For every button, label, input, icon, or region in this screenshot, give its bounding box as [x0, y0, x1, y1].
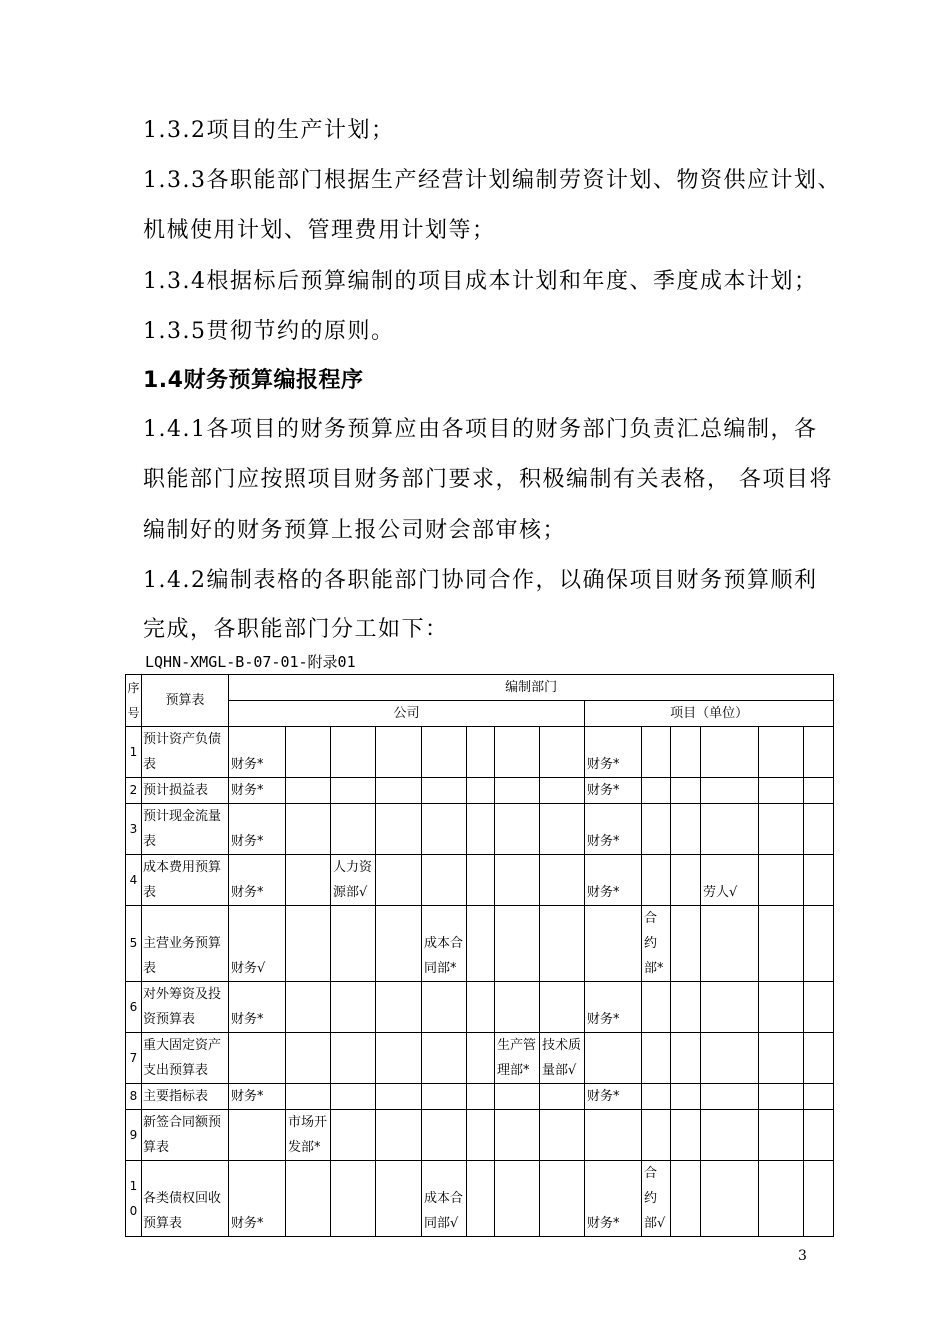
dept-cell: 成本合同部*	[422, 906, 467, 982]
header-project: 项目（单位）	[585, 701, 834, 727]
dept-cell	[376, 1084, 422, 1110]
row-budget-name: 成本费用预算表	[142, 855, 229, 906]
dept-cell	[467, 1084, 495, 1110]
paragraph-1-4-1-line3: 编制好的财务预算上报公司财会部审核；	[143, 518, 567, 543]
dept-cell	[671, 778, 701, 804]
dept-cell	[376, 1161, 422, 1237]
dept-cell	[286, 1084, 331, 1110]
table-row	[126, 906, 834, 982]
dept-cell	[804, 727, 834, 778]
dept-cell	[759, 855, 804, 906]
dept-cell: 财务*	[585, 1161, 642, 1237]
table-row	[126, 1084, 834, 1110]
dept-cell	[286, 804, 331, 855]
dept-cell	[804, 804, 834, 855]
dept-cell	[286, 778, 331, 804]
dept-cell	[376, 855, 422, 906]
dept-cell: 财务*	[585, 727, 642, 778]
table-row	[126, 1033, 834, 1084]
row-seq: 7	[126, 1033, 142, 1084]
dept-cell: 财务*	[585, 778, 642, 804]
dept-cell	[642, 982, 671, 1033]
dept-cell	[286, 855, 331, 906]
paragraph-1-4-1-line1: 1.4.1各项目的财务预算应由各项目的财务部门负责汇总编制，各	[143, 417, 818, 442]
dept-cell: 劳人√	[701, 855, 759, 906]
dept-cell	[804, 1110, 834, 1161]
dept-cell	[495, 906, 540, 982]
dept-cell	[804, 982, 834, 1033]
dept-cell	[422, 1084, 467, 1110]
dept-cell	[422, 982, 467, 1033]
dept-cell	[495, 804, 540, 855]
dept-cell	[671, 1033, 701, 1084]
dept-cell: 人力资源部√	[331, 855, 376, 906]
paragraph-1-4-2-line2: 完成，各职能部门分工如下：	[143, 617, 449, 642]
page-number: 3	[798, 1248, 807, 1264]
dept-cell	[422, 1033, 467, 1084]
dept-cell: 技术质量部√	[540, 1033, 585, 1084]
dept-cell	[467, 778, 495, 804]
dept-cell	[642, 778, 671, 804]
table-row	[126, 804, 834, 855]
dept-cell	[701, 1161, 759, 1237]
dept-cell	[585, 1033, 642, 1084]
dept-cell: 财务*	[585, 982, 642, 1033]
row-seq: 5	[126, 906, 142, 982]
dept-cell	[540, 1161, 585, 1237]
dept-cell	[495, 778, 540, 804]
dept-cell	[495, 1084, 540, 1110]
dept-cell	[701, 804, 759, 855]
dept-cell	[467, 804, 495, 855]
section-heading-1-4: 1.4财务预算编报程序	[143, 368, 364, 393]
dept-cell	[804, 1084, 834, 1110]
dept-cell	[642, 1110, 671, 1161]
row-budget-name: 对外筹资及投资预算表	[142, 982, 229, 1033]
dept-cell	[495, 1161, 540, 1237]
dept-cell	[422, 778, 467, 804]
dept-cell	[376, 906, 422, 982]
dept-cell	[540, 778, 585, 804]
dept-cell: 合约部*	[642, 906, 671, 982]
dept-cell	[286, 1033, 331, 1084]
dept-cell	[331, 727, 376, 778]
paragraph-1-3-3-line2: 机械使用计划、管理费用计划等；	[143, 218, 496, 243]
table-row	[126, 727, 834, 778]
header-dept: 编制部门	[229, 675, 834, 701]
paragraph-1-3-3-line1: 1.3.3各职能部门根据生产经营计划编制劳资计划、物资供应计划、	[143, 168, 841, 193]
dept-cell	[671, 855, 701, 906]
dept-cell	[759, 982, 804, 1033]
dept-cell	[585, 906, 642, 982]
dept-cell	[467, 982, 495, 1033]
dept-cell	[671, 982, 701, 1033]
dept-cell	[701, 727, 759, 778]
row-budget-name: 预计现金流量表	[142, 804, 229, 855]
dept-cell	[759, 1110, 804, 1161]
dept-cell	[804, 1033, 834, 1084]
dept-cell	[759, 906, 804, 982]
row-budget-name: 各类债权回收预算表	[142, 1161, 229, 1237]
dept-cell	[376, 1033, 422, 1084]
table-row	[126, 855, 834, 906]
table-row	[126, 1110, 834, 1161]
dept-cell: 财务√	[229, 906, 286, 982]
dept-cell	[422, 1110, 467, 1161]
dept-cell: 合约部√	[642, 1161, 671, 1237]
row-seq: 10	[126, 1161, 142, 1237]
dept-cell	[642, 855, 671, 906]
paragraph-1-3-2: 1.3.2项目的生产计划；	[143, 118, 395, 143]
dept-cell	[467, 855, 495, 906]
row-budget-name: 新签合同额预算表	[142, 1110, 229, 1161]
dept-cell: 财务*	[585, 855, 642, 906]
dept-cell	[331, 906, 376, 982]
dept-cell	[467, 1161, 495, 1237]
dept-cell	[422, 727, 467, 778]
dept-cell	[495, 727, 540, 778]
row-seq: 9	[126, 1110, 142, 1161]
dept-cell	[286, 982, 331, 1033]
row-budget-name: 预计资产负债表	[142, 727, 229, 778]
dept-cell	[642, 1084, 671, 1110]
row-seq: 4	[126, 855, 142, 906]
dept-cell	[701, 1110, 759, 1161]
dept-cell	[671, 804, 701, 855]
dept-cell	[671, 727, 701, 778]
dept-cell: 财务*	[229, 1161, 286, 1237]
dept-cell	[286, 906, 331, 982]
dept-cell	[331, 804, 376, 855]
dept-cell	[495, 982, 540, 1033]
dept-cell	[671, 1161, 701, 1237]
dept-cell: 财务*	[229, 1084, 286, 1110]
table-code: LQHN-XMGL-B-07-01-附录01	[145, 653, 356, 671]
dept-cell	[804, 1161, 834, 1237]
dept-cell	[585, 1110, 642, 1161]
dept-cell	[229, 1110, 286, 1161]
dept-cell	[701, 906, 759, 982]
row-budget-name: 重大固定资产支出预算表	[142, 1033, 229, 1084]
dept-cell	[540, 1084, 585, 1110]
dept-cell	[495, 1110, 540, 1161]
dept-cell	[331, 1110, 376, 1161]
dept-cell	[759, 778, 804, 804]
dept-cell	[331, 778, 376, 804]
dept-cell: 财务*	[229, 855, 286, 906]
row-budget-name: 主营业务预算表	[142, 906, 229, 982]
dept-cell	[467, 727, 495, 778]
dept-cell	[540, 727, 585, 778]
dept-cell: 财务*	[229, 982, 286, 1033]
row-seq: 3	[126, 804, 142, 855]
dept-cell: 成本合同部√	[422, 1161, 467, 1237]
dept-cell	[467, 1033, 495, 1084]
row-seq: 2	[126, 778, 142, 804]
dept-cell	[540, 906, 585, 982]
dept-cell	[540, 982, 585, 1033]
dept-cell	[376, 778, 422, 804]
dept-cell	[467, 1110, 495, 1161]
header-company: 公司	[229, 701, 585, 727]
dept-cell	[331, 1033, 376, 1084]
paragraph-1-3-5: 1.3.5贯彻节约的原则。	[143, 319, 395, 344]
dept-cell	[331, 1084, 376, 1110]
dept-cell	[804, 855, 834, 906]
header-budget-table: 预算表	[142, 675, 229, 727]
dept-cell	[804, 778, 834, 804]
dept-cell	[286, 727, 331, 778]
dept-cell	[642, 804, 671, 855]
dept-cell	[671, 1084, 701, 1110]
dept-cell: 财务*	[229, 727, 286, 778]
dept-cell	[376, 1110, 422, 1161]
dept-cell	[671, 1110, 701, 1161]
row-seq: 1	[126, 727, 142, 778]
dept-cell: 财务*	[229, 804, 286, 855]
dept-cell	[376, 804, 422, 855]
dept-cell: 生产管理部*	[495, 1033, 540, 1084]
dept-cell	[759, 727, 804, 778]
header-seq: 序号	[126, 675, 142, 727]
dept-cell: 财务*	[585, 1084, 642, 1110]
dept-cell	[331, 1161, 376, 1237]
paragraph-1-4-1-line2: 职能部门应按照项目财务部门要求，积极编制有关表格， 各项目将	[143, 467, 833, 492]
dept-cell: 财务*	[229, 778, 286, 804]
dept-cell	[759, 1033, 804, 1084]
row-budget-name: 主要指标表	[142, 1084, 229, 1110]
dept-cell	[701, 778, 759, 804]
dept-cell	[804, 906, 834, 982]
dept-cell	[701, 1033, 759, 1084]
dept-cell	[540, 1110, 585, 1161]
dept-cell	[701, 1084, 759, 1110]
dept-cell	[229, 1033, 286, 1084]
row-seq: 8	[126, 1084, 142, 1110]
dept-cell	[467, 906, 495, 982]
dept-cell	[759, 804, 804, 855]
dept-cell	[376, 982, 422, 1033]
dept-cell	[671, 906, 701, 982]
paragraph-1-4-2-line1: 1.4.2编制表格的各职能部门协同合作，以确保项目财务预算顺利	[143, 568, 818, 593]
dept-cell	[286, 1161, 331, 1237]
row-budget-name: 预计损益表	[142, 778, 229, 804]
dept-cell	[759, 1084, 804, 1110]
table-row	[126, 1161, 834, 1237]
dept-cell	[540, 804, 585, 855]
dept-cell	[759, 1161, 804, 1237]
budget-division-table	[125, 674, 834, 1237]
dept-cell: 市场开发部*	[286, 1110, 331, 1161]
dept-cell	[331, 982, 376, 1033]
dept-cell	[422, 855, 467, 906]
dept-cell	[422, 804, 467, 855]
table-row	[126, 778, 834, 804]
table-row	[126, 982, 834, 1033]
dept-cell	[642, 1033, 671, 1084]
paragraph-1-3-4: 1.3.4根据标后预算编制的项目成本计划和年度、季度成本计划；	[143, 269, 818, 294]
dept-cell	[701, 982, 759, 1033]
dept-cell	[540, 855, 585, 906]
dept-cell	[376, 727, 422, 778]
dept-cell: 财务*	[585, 804, 642, 855]
dept-cell	[642, 727, 671, 778]
dept-cell	[495, 855, 540, 906]
row-seq: 6	[126, 982, 142, 1033]
